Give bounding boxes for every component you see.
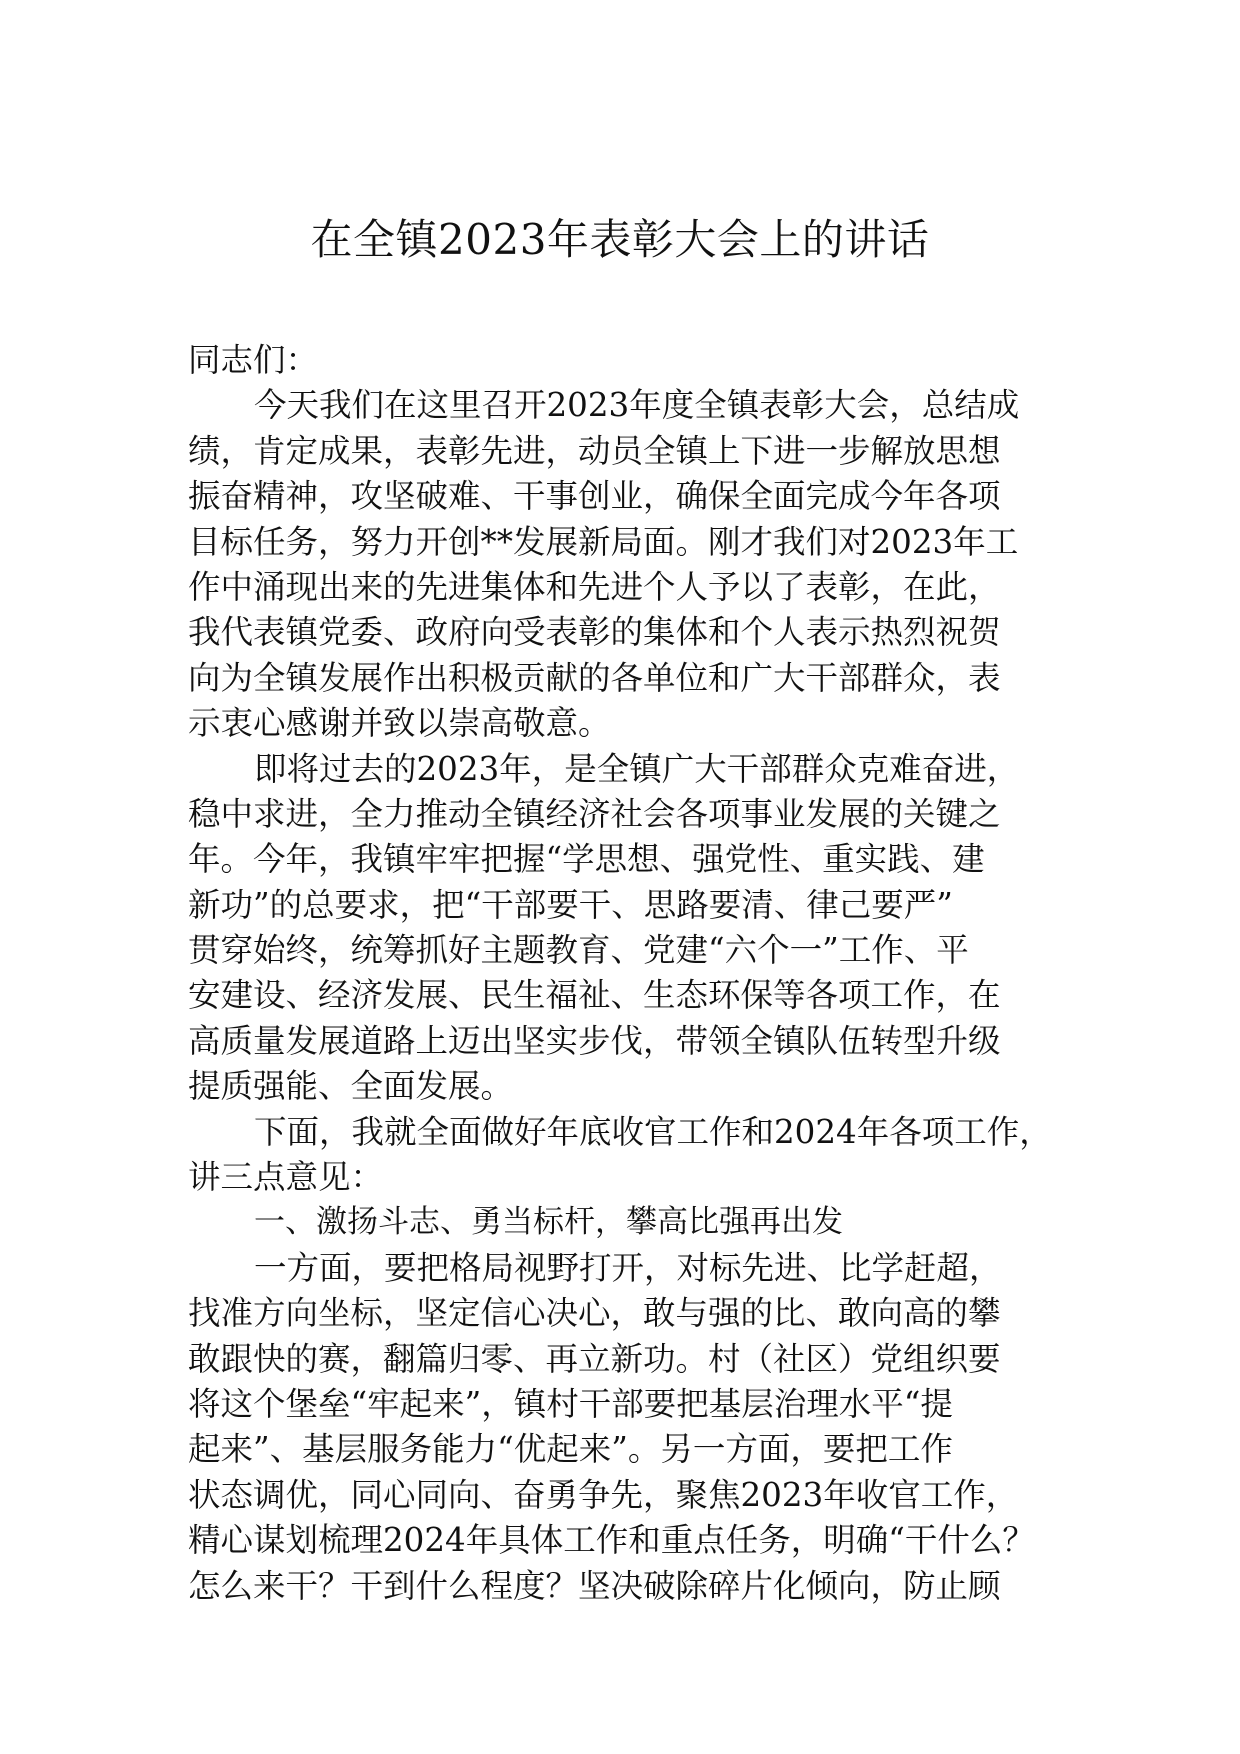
text-line: 即将过去的2023年，是全镇广大干部群众克难奋进， (254, 749, 1020, 788)
text-line: 示衷心感谢并致以崇高敬意。 (188, 704, 611, 743)
text-line: 新功”的总要求，把“干部要干、思路要清、律己要严” (188, 885, 953, 924)
text-line: 振奋精神，攻坚破难、干事创业，确保全面完成今年各项 (188, 477, 1001, 516)
text-line: 安建设、经济发展、民生福祉、生态环保等各项工作，在 (188, 976, 1001, 1015)
text-line: 起来”、基层服务能力“优起来”。另一方面，要把工作 (188, 1430, 953, 1469)
text-line: 一方面，要把格局视野打开，对标先进、比学赶超， (254, 1248, 1002, 1287)
text-line: 今天我们在这里召开2023年度全镇表彰大会，总结成 (254, 386, 1020, 425)
text-line: 向为全镇发展作出积极贡献的各单位和广大干部群众，表 (188, 658, 1001, 697)
text-line: 我代表镇党委、政府向受表彰的集体和个人表示热烈祝贺 (188, 613, 1001, 652)
text-line: 年。今年，我镇牢牢把握“学思想、强党性、重实践、建 (188, 840, 985, 879)
text-line: 找准方向坐标，坚定信心决心，敢与强的比、敢向高的攀 (188, 1294, 1001, 1333)
text-line: 作中涌现出来的先进集体和先进个人予以了表彰，在此， (188, 567, 1001, 606)
text-line: 稳中求进，全力推动全镇经济社会各项事业发展的关键之 (188, 794, 1001, 833)
section-heading: 一、激扬斗志、勇当标杆，攀高比强再出发 (254, 1204, 843, 1241)
text-line: 同志们： (188, 341, 319, 379)
text-line: 怎么来干？干到什么程度？坚决破除碎片化倾向，防止顾 (188, 1566, 1001, 1605)
text-line: 敢跟快的赛，翻篇归零、再立新功。村（社区）党组织要 (188, 1339, 1001, 1378)
text-line: 贯穿始终，统筹抓好主题教育、党建“六个一”工作、平 (188, 931, 969, 970)
text-line: 状态调优，同心同向、奋勇争先，聚焦2023年收官工作， (188, 1475, 1019, 1514)
text-line: 讲三点意见： (188, 1158, 384, 1197)
text-line: 高质量发展道路上迈出坚实步伐，带领全镇队伍转型升级 (188, 1021, 1001, 1060)
text-line: 目标任务，努力开创**发展新局面。刚才我们对2023年工 (188, 522, 1019, 561)
page-title: 在全镇2023年表彰大会上的讲话 (310, 215, 930, 264)
text-line: 提质强能、全面发展。 (188, 1067, 514, 1106)
text-line: 精心谋划梳理2024年具体工作和重点任务，明确“干什么？ (188, 1521, 1035, 1560)
text-line: 将这个堡垒“牢起来”，镇村干部要把基层治理水平“提 (188, 1384, 953, 1423)
text-line: 下面，我就全面做好年底收官工作和2024年各项工作， (254, 1112, 1052, 1151)
speech-body (188, 338, 1088, 1609)
text-line: 绩，肯定成果，表彰先进，动员全镇上下进一步解放思想 (188, 431, 1001, 470)
